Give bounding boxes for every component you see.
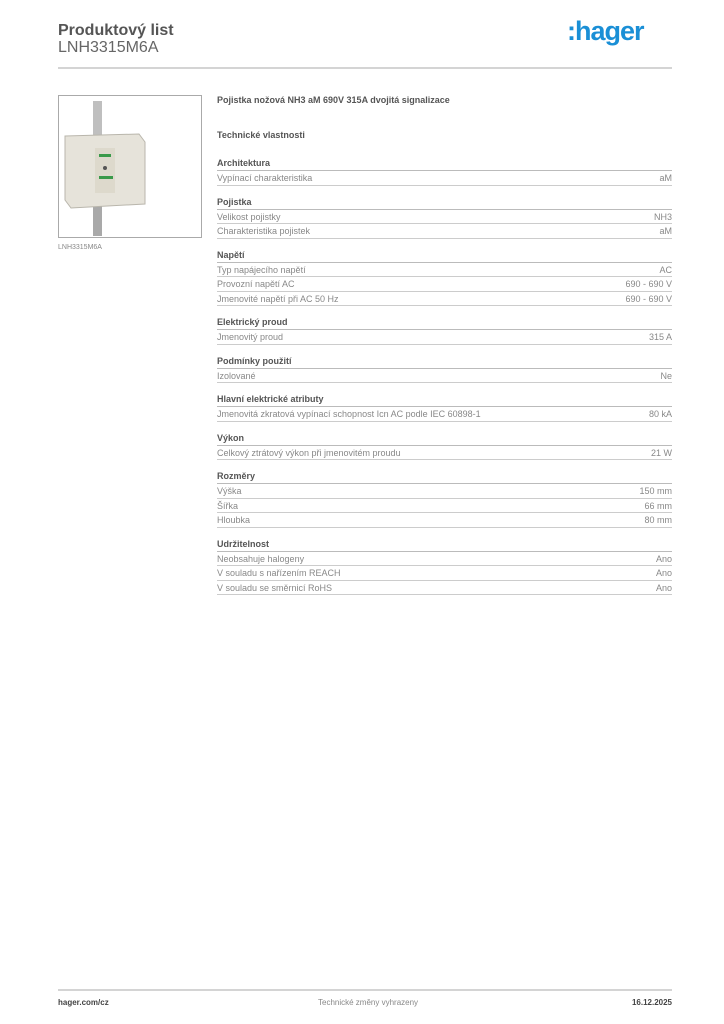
- spec-label: Celkový ztrátový výkon při jmenovitém proudu: [217, 447, 401, 458]
- spec-value: 150 mm: [639, 486, 672, 496]
- section-title: Hlavní elektrické atributy: [217, 392, 672, 407]
- product-details: [217, 95, 672, 595]
- section-title: Výkon: [217, 431, 672, 446]
- section-title: Architektura: [217, 156, 672, 171]
- footer-date: 16.12.2025: [631, 998, 672, 1007]
- spec-row: [217, 263, 672, 278]
- section-title: Napětí: [217, 248, 672, 263]
- section-title: Pojistka: [217, 195, 672, 210]
- spec-label: Šířka: [217, 500, 239, 511]
- spec-section: [217, 248, 672, 307]
- spec-row: [217, 499, 672, 514]
- spec-row: [217, 292, 672, 307]
- spec-row: [217, 369, 672, 384]
- image-caption: LNH3315M6A: [58, 244, 102, 251]
- spec-value: aM: [659, 226, 672, 236]
- fuse-icon: [59, 96, 201, 237]
- spec-value: 315 A: [648, 332, 672, 342]
- footer-website: hager.com/cz: [58, 998, 109, 1007]
- spec-label: Charakteristika pojistek: [217, 226, 311, 236]
- page-title: Produktový list: [58, 22, 174, 39]
- spec-label: Jmenovité napětí při AC 50 Hz: [217, 293, 339, 304]
- footer-divider: [58, 989, 672, 991]
- spec-value: AC: [659, 264, 672, 275]
- section-title: Udržitelnost: [217, 537, 672, 552]
- spec-row: [217, 446, 672, 461]
- spec-value: 80 kA: [648, 409, 672, 419]
- spec-value: 66 mm: [644, 500, 672, 511]
- section-title: Elektrický proud: [217, 315, 672, 330]
- spec-section: [217, 469, 672, 528]
- spec-value: Ano: [655, 553, 672, 564]
- spec-row: [217, 224, 672, 239]
- spec-row: [217, 513, 672, 528]
- spec-label: Izolované: [217, 370, 256, 381]
- spec-value: Ne: [660, 370, 672, 381]
- spec-label: Vypínací charakteristika: [217, 173, 313, 183]
- spec-value: Ano: [655, 582, 672, 593]
- spec-row: [217, 552, 672, 567]
- spec-label: Jmenovitý proud: [217, 332, 284, 342]
- section-title: Podmínky použití: [217, 354, 672, 369]
- spec-section: [217, 392, 672, 422]
- product-image: [58, 95, 202, 238]
- spec-value: Ano: [655, 568, 672, 578]
- spec-label: Velikost pojistky: [217, 211, 281, 222]
- header-divider: [58, 67, 672, 69]
- spec-label: V souladu se směrnicí RoHS: [217, 582, 333, 593]
- spec-label: Výška: [217, 486, 242, 496]
- tech-title: Technické vlastnosti: [217, 130, 305, 140]
- spec-row: [217, 581, 672, 596]
- spec-value: aM: [659, 173, 672, 183]
- spec-row: [217, 566, 672, 581]
- footer-note: Technické změny vyhrazeny: [318, 998, 419, 1007]
- spec-label: Hloubka: [217, 515, 251, 525]
- spec-label: Neobsahuje halogeny: [217, 553, 305, 564]
- spec-section: [217, 354, 672, 384]
- spec-value: 80 mm: [644, 515, 672, 525]
- spec-value: 690 - 690 V: [625, 279, 672, 289]
- spec-section: [217, 537, 672, 596]
- spec-row: [217, 484, 672, 499]
- spec-row: [217, 407, 672, 422]
- spec-row: [217, 277, 672, 292]
- spec-section: [217, 431, 672, 461]
- product-description: Pojistka nožová NH3 aM 690V 315A dvojitá signalizace: [217, 95, 450, 105]
- spec-row: [217, 330, 672, 345]
- spec-section: [217, 156, 672, 186]
- hager-logo: :hager: [567, 16, 644, 46]
- spec-label: V souladu s nařízením REACH: [217, 568, 341, 578]
- product-code: LNH3315M6A: [58, 39, 159, 56]
- spec-section: [217, 315, 672, 345]
- spec-label: Provozní napětí AC: [217, 279, 295, 289]
- spec-value: 21 W: [650, 447, 672, 458]
- spec-row: [217, 171, 672, 186]
- spec-row: [217, 210, 672, 225]
- spec-value: 690 - 690 V: [625, 293, 672, 304]
- spec-section: [217, 195, 672, 239]
- spec-label: Jmenovitá zkratová vypínací schopnost Icn AC podle IEC 60898-1: [217, 409, 481, 419]
- spec-label: Typ napájecího napětí: [217, 264, 306, 275]
- spec-value: NH3: [653, 211, 672, 222]
- section-title: Rozměry: [217, 469, 672, 484]
